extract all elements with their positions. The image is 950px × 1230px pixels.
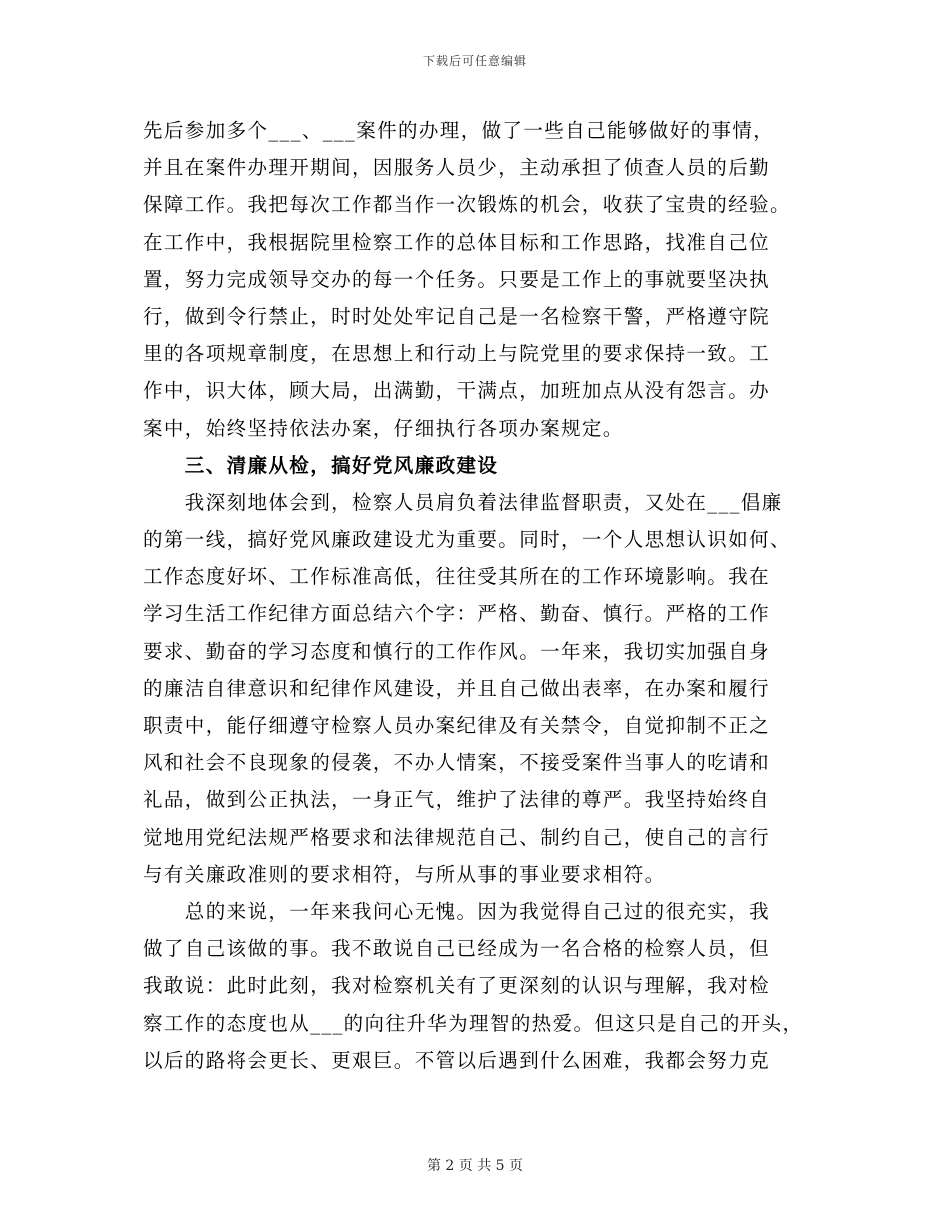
page-header: 下载后可任意编辑	[422, 54, 527, 68]
body-line: 要求、勤奋的学习态度和慎行的工作作风。一年来，我切实加强自身	[143, 639, 771, 663]
body-line: 做了自己该做的事。我不敢说自己已经成为一名合格的检察人员，但	[143, 937, 771, 961]
body-line: 风和社会不良现象的侵袭，不办人情案，不接受案件当事人的吃请和	[143, 751, 771, 775]
body-line: 觉地用党纪法规严格要求和法律规范自己、制约自己，使自己的言行	[143, 825, 771, 849]
body-line: 总的来说，一年来我问心无愧。因为我觉得自己过的很充实，我	[143, 899, 771, 923]
body-line: 案中，始终坚持依法办案，仔细执行各项办案规定。	[143, 416, 624, 440]
body-line: 我深刻地体会到，检察人员肩负着法律监督职责，又处在___倡廉	[143, 490, 783, 514]
body-line: 先后参加多个___、___案件的办理，做了一些自己能够做好的事情，	[143, 119, 775, 142]
body-line: 的廉洁自律意识和纪律作风建设，并且自己做出表率，在办案和履行	[143, 676, 771, 700]
body-line: 的第一线，搞好党风廉政建设尤为重要。同时，一个人思想认识如何、	[143, 528, 791, 552]
body-line: 学习生活工作纪律方面总结六个字：严格、勤奋、慎行。严格的工作	[143, 602, 771, 626]
section-heading: 三、清廉从检，搞好党风廉政建设	[143, 453, 499, 477]
body-line: 保障工作。我把每次工作都当作一次锻炼的机会，收获了宝贵的经验。	[143, 193, 791, 217]
body-line: 与有关廉政准则的要求相符，与所从事的事业要求相符。	[143, 862, 666, 886]
body-line: 我敢说：此时此刻，我对检察机关有了更深刻的认识与理解，我对检	[143, 974, 771, 998]
body-line: 职责中，能仔细遵守检察人员办案纪律及有关禁令，自觉抑制不正之	[143, 714, 771, 737]
body-line: 并且在案件办理开期间，因服务人员少，主动承担了侦查人员的后勤	[143, 156, 771, 180]
body-line: 在工作中，我根据院里检察工作的总体目标和工作思路，找准自己位	[143, 230, 771, 254]
body-line: 行，做到令行禁止，时时处处牢记自己是一名检察干警，严格遵守院	[143, 304, 771, 328]
body-line: 作中，识大体，顾大局，出满勤，干满点，加班加点从没有怨言。办	[143, 379, 771, 403]
body-line: 工作态度好坏、工作标准高低，往往受其所在的工作环境影响。我在	[143, 565, 771, 589]
body-line: 置，努力完成领导交办的每一个任务。只要是工作上的事就要坚决执	[143, 267, 771, 291]
document-body	[143, 112, 815, 1079]
body-line: 察工作的态度也从___的向往升华为理智的热爱。但这只是自己的开头，	[143, 1011, 804, 1035]
body-line: 里的各项规章制度，在思想上和行动上与院党里的要求保持一致。工	[143, 342, 771, 366]
page-number-footer: 第 2 页 共 5 页	[426, 1158, 524, 1174]
body-line: 以后的路将会更长、更艰巨。不管以后遇到什么困难，我都会努力克	[143, 1048, 771, 1072]
body-line: 礼品，做到公正执法，一身正气，维护了法律的尊严。我坚持始终自	[143, 788, 771, 812]
